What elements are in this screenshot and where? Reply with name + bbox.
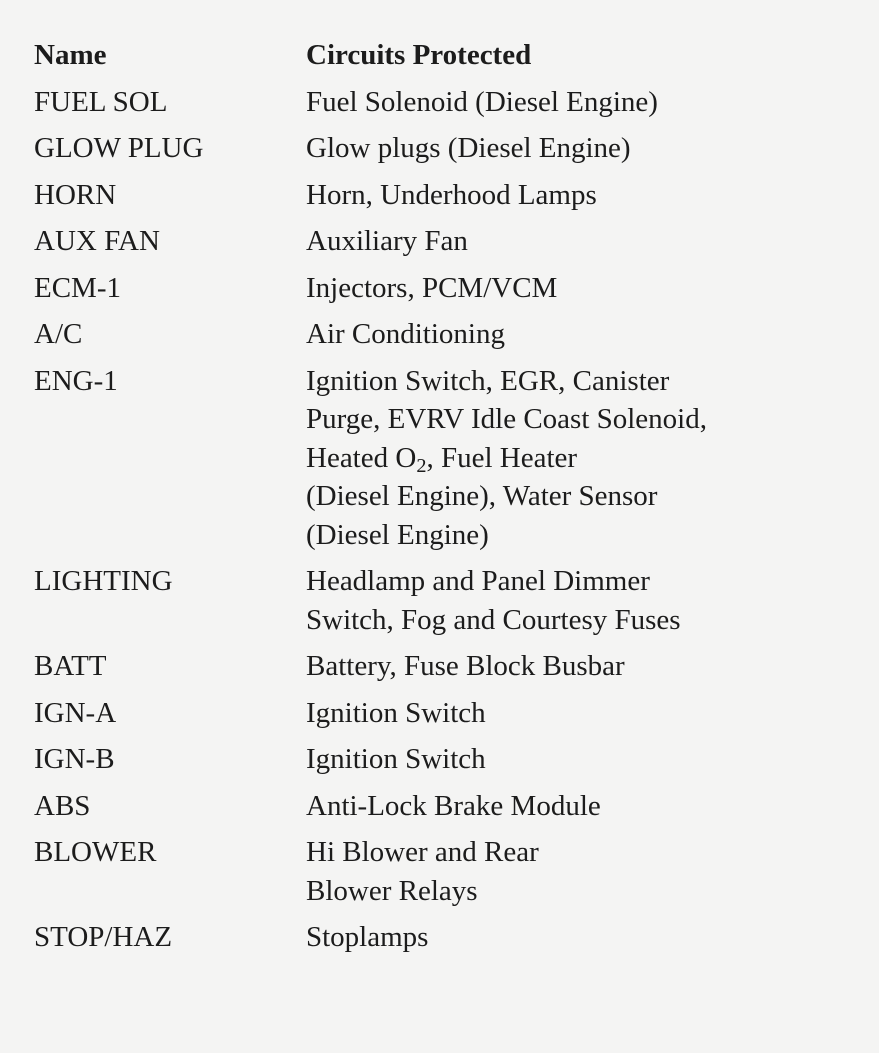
circuit-line: Fuel Solenoid (Diesel Engine) (306, 85, 658, 118)
table-row (34, 362, 846, 563)
circuit-line: Auxiliary Fan (306, 225, 468, 257)
circuits-protected (306, 833, 846, 918)
circuits-protected (306, 787, 846, 834)
table-row (34, 562, 846, 647)
circuit-line: Ignition Switch, EGR, Canister (306, 364, 670, 397)
fuse-table (34, 36, 846, 965)
subscript: 2 (416, 454, 427, 477)
circuits-protected (306, 222, 846, 269)
circuits-protected (306, 740, 846, 787)
circuit-line: Stoplamps (306, 921, 429, 953)
circuit-line (306, 439, 846, 478)
fuse-name: HORN (34, 178, 117, 211)
circuit-line: Anti-Lock Brake Module (306, 789, 601, 822)
table-header-row (34, 36, 846, 83)
fuse-name: AUX FAN (34, 225, 160, 257)
circuits-protected (306, 176, 846, 223)
fuse-name: IGN-A (34, 696, 117, 729)
table-row (34, 315, 846, 362)
circuit-line: Purge, EVRV Idle Coast Solenoid, (306, 403, 707, 435)
circuit-line: Air Conditioning (306, 318, 505, 350)
circuits-protected (306, 694, 846, 741)
circuits-protected (306, 362, 846, 563)
table-row (34, 176, 846, 223)
table-body (34, 83, 846, 965)
table-row (34, 918, 846, 965)
circuits-protected (306, 562, 846, 647)
column-header-name: Name (34, 39, 107, 71)
fuse-name: GLOW PLUG (34, 132, 204, 164)
table-row (34, 787, 846, 834)
circuit-line: Ignition Switch (306, 696, 486, 729)
circuit-text: , Fuel Heater (426, 441, 578, 474)
fuse-name: FUEL SOL (34, 85, 168, 118)
circuit-line: Headlamp and Panel Dimmer (306, 565, 650, 597)
table-row (34, 833, 846, 918)
circuits-protected (306, 129, 846, 176)
table-row (34, 269, 846, 316)
table-row (34, 129, 846, 176)
table-row (34, 83, 846, 130)
table-row (34, 222, 846, 269)
fuse-name: LIGHTING (34, 565, 173, 597)
circuit-line: Horn, Underhood Lamps (306, 178, 597, 211)
fuse-name: IGN-B (34, 743, 115, 775)
circuits-protected (306, 918, 846, 965)
circuit-line: Glow plugs (Diesel Engine) (306, 132, 631, 164)
circuit-line: Ignition Switch (306, 743, 486, 775)
circuit-line: (Diesel Engine) (306, 518, 489, 551)
circuit-line: Switch, Fog and Courtesy Fuses (306, 603, 681, 636)
fuse-name: ENG-1 (34, 364, 118, 397)
circuit-line: Battery, Fuse Block Busbar (306, 650, 625, 682)
fuse-name: ABS (34, 789, 91, 822)
circuits-protected (306, 83, 846, 130)
fuse-name: STOP/HAZ (34, 921, 173, 953)
table-row (34, 647, 846, 694)
circuit-line: (Diesel Engine), Water Sensor (306, 480, 658, 512)
fuse-name: BLOWER (34, 836, 157, 868)
document-page (34, 36, 864, 965)
circuit-line: Blower Relays (306, 874, 478, 907)
column-header-circuits: Circuits Protected (306, 39, 532, 71)
table-row (34, 694, 846, 741)
circuit-line: Hi Blower and Rear (306, 836, 539, 868)
fuse-name: ECM-1 (34, 271, 121, 304)
table-row (34, 740, 846, 787)
fuse-name: BATT (34, 650, 107, 682)
circuits-protected (306, 269, 846, 316)
circuits-protected (306, 315, 846, 362)
circuits-protected (306, 647, 846, 694)
fuse-name: A/C (34, 318, 83, 350)
circuit-text: Heated O (306, 441, 417, 474)
circuit-line: Injectors, PCM/VCM (306, 271, 558, 304)
